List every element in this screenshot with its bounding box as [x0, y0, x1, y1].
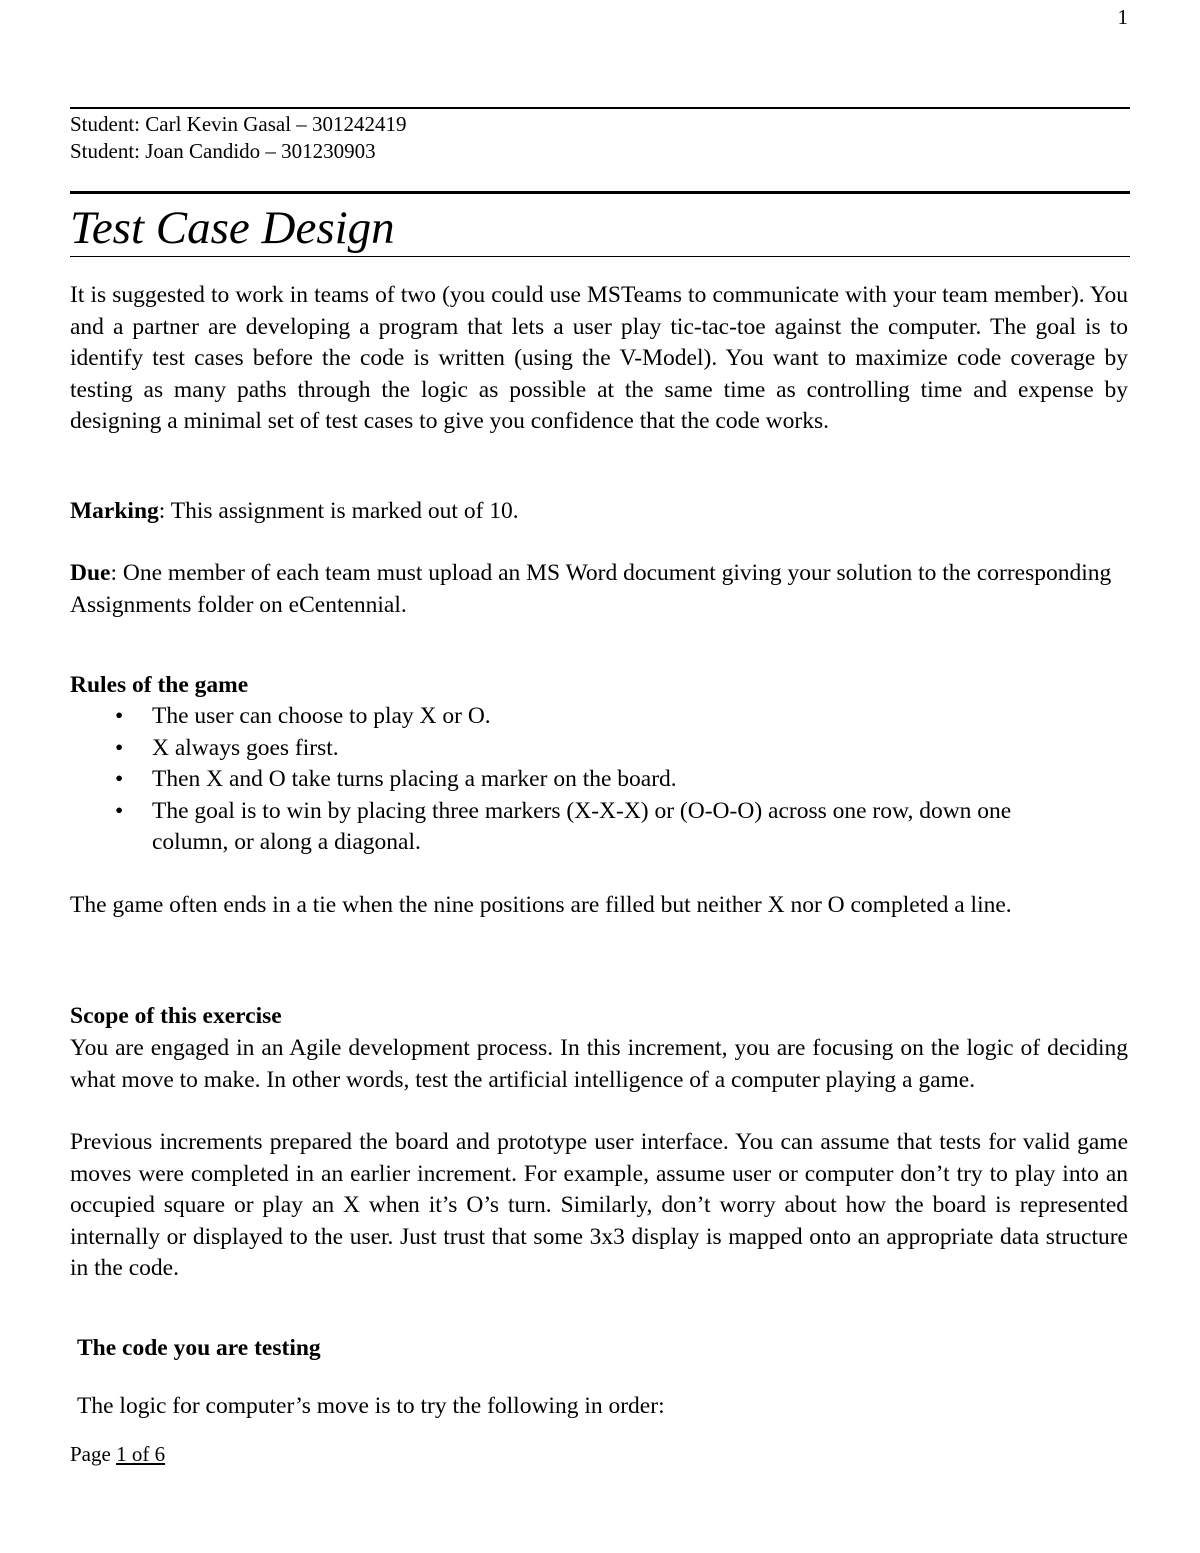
marking-label: Marking: [70, 498, 159, 524]
rule-text: The user can choose to play X or O.: [152, 703, 491, 729]
rules-list: [70, 701, 1070, 859]
rule-text: X always goes first.: [152, 734, 339, 761]
page-number: 1: [1117, 5, 1128, 29]
scope-paragraph-1: You are engaged in an Agile development process. In this increment, you are focusing on the logic of deciding what move to make. In other words, test the artificial intelligence of a computer playing a game.: [70, 1035, 1128, 1093]
rule-text: Then X and O take turns placing a marker on the board.: [152, 766, 677, 792]
due-paragraph: [70, 558, 1128, 621]
bullet-icon: •: [115, 734, 124, 761]
bullet-icon: •: [115, 703, 124, 729]
code-heading: The code you are testing: [77, 1335, 321, 1361]
scope-heading: Scope of this exercise: [70, 1003, 282, 1029]
page-count-link[interactable]: 1 of 6: [116, 1442, 166, 1466]
scope-paragraph-2: Previous increments prepared the board and prototype user interface. You can assume that tests for valid game moves were completed in an earlier increment. For example, assume user or computer don’t try to play into an occupied square or play an X when it’s O’s turn. Similarly, don’t worry about how the board is represented internally or displayed to the user. Just trust that some 3x3 display is mapped onto an appropriate data structure in the code.: [70, 1129, 1128, 1281]
header-rule-top: [70, 107, 1130, 109]
intro-paragraph: It is suggested to work in teams of two (you could use MSTeams to communicate with your team member). You and a partner are developing a program that lets a user play tic-tac-toe against the computer. The goal is to identify test cases before the code is written (using the V-Model). You want to maximize code coverage by testing as many paths through the logic as possible at the same time as controlling time and expense by designing a minimal set of test cases to give you confidence that the code works.: [70, 282, 1128, 434]
marking-text: : This assignment is marked out of 10.: [158, 498, 519, 524]
title-underline: [70, 256, 1130, 257]
code-paragraph: The logic for computer’s move is to try the following in order:: [77, 1393, 665, 1419]
rule-text: The goal is to win by placing three markers (X-X-X) or (O-O-O) across one row, down one column, or along a diagonal.: [152, 797, 1012, 855]
due-text: : One member of each team must upload an MS Word document giving your solution to the corresponding Assignments folder on eCentennial.: [70, 560, 1112, 618]
due-label: Due: [70, 560, 111, 586]
list-item: [70, 764, 1070, 796]
student-list: [70, 111, 407, 165]
bullet-icon: •: [115, 797, 124, 824]
bullet-icon: •: [115, 766, 124, 792]
rules-heading: Rules of the game: [70, 672, 249, 698]
page-footer: [70, 1442, 165, 1467]
document-title: Test Case Design: [70, 202, 395, 254]
student-line: Student: Joan Candido – 301230903: [70, 139, 376, 163]
footer-prefix: Page: [70, 1442, 117, 1466]
header-rule-thick: [70, 191, 1130, 194]
tie-paragraph: The game often ends in a tie when the nine positions are filled but neither X nor O completed a line.: [70, 892, 1012, 918]
marking-paragraph: [70, 496, 1128, 528]
list-item: [70, 701, 1070, 733]
student-line: Student: Carl Kevin Gasal – 301242419: [70, 112, 407, 136]
list-item: [70, 796, 1022, 859]
list-item: [70, 733, 1070, 765]
